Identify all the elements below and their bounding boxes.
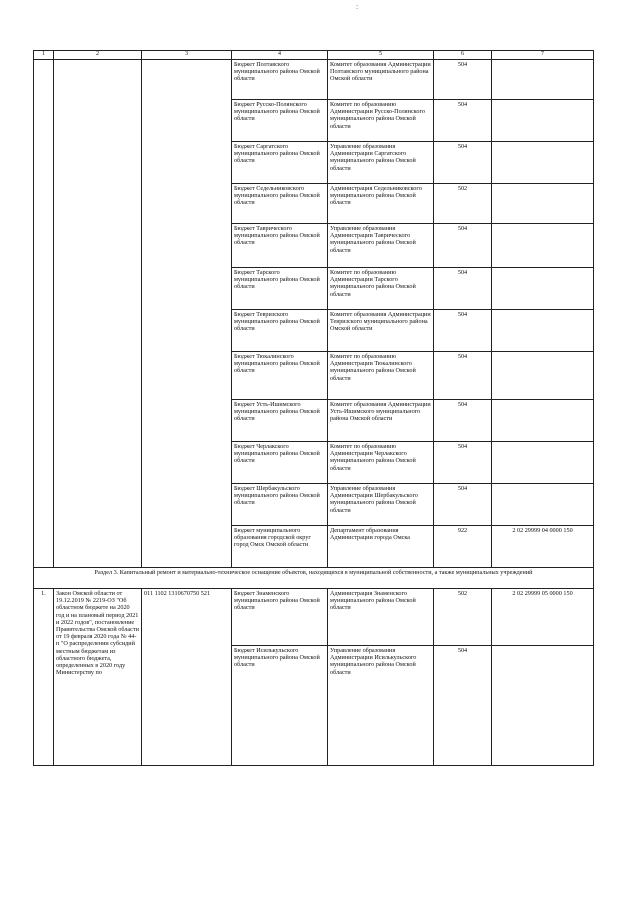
budget-name: Бюджет Знаменского муниципального района Омской области [232,589,328,646]
table-row [34,60,594,100]
administrator-name: Администрация Знаменского муниципального района Омской области [328,589,434,646]
budget-name: Бюджет Русско-Полянского муниципального района Омской области [232,100,328,142]
administrator-name: Комитет образования Администрации Тевризского муниципального района Омской области [328,310,434,352]
admin-code: 504 [434,60,492,100]
col3-empty [142,60,232,568]
budget-name: Бюджет Тарского муниципального района Омской области [232,268,328,310]
revenue-code [492,100,594,142]
col-num-5: 5 [328,51,434,60]
col-num-6: 6 [434,51,492,60]
revenue-code: 2 02 29999 05 0000 150 [492,589,594,646]
admin-code: 504 [434,100,492,142]
budget-name: Бюджет Седельниковского муниципального района Омской области [232,184,328,224]
section-row [34,568,594,589]
administrator-name: Комитет образования Администрации Полтавского муниципального района Омской области [328,60,434,100]
admin-code: 502 [434,589,492,646]
administrator-name: Комитет по образованию Администрации Тюкалинского муниципального района Омской области [328,352,434,400]
budget-name: Бюджет Усть-Ишимского муниципального района Омской области [232,400,328,442]
revenue-code [492,400,594,442]
budget-name: Бюджет Таврического муниципального района Омской области [232,224,328,268]
administrator-name: Комитет по образованию Администрации Русско-Полянского муниципального района Омской области [328,100,434,142]
budget-name: Бюджет Шербакульского муниципального района Омской области [232,484,328,526]
revenue-code [492,442,594,484]
col1-empty [34,60,54,568]
administrator-name: Управление образования Администрации Таврического муниципального района Омской области [328,224,434,268]
revenue-code [492,352,594,400]
budget-name: Бюджет Тюкалинского муниципального района Омской области [232,352,328,400]
revenue-code [492,224,594,268]
revenue-code [492,184,594,224]
administrator-name: Департамент образования Администрации города Омска [328,526,434,568]
administrator-name: Управление образования Администрации Исилькульского муниципального района Омской области [328,646,434,766]
budget-name: Бюджет Черлакского муниципального района Омской области [232,442,328,484]
col-num-4: 4 [232,51,328,60]
admin-code: 922 [434,526,492,568]
col2-empty [54,60,142,568]
budget-classification-code: 011 1102 1310670750 521 [142,589,232,766]
administrator-name: Комитет образования Администрации Усть-Ишимского муниципального района Омской области [328,400,434,442]
admin-code: 504 [434,484,492,526]
budget-name: Бюджет Полтавского муниципального района Омской области [232,60,328,100]
section-title: Раздел 3. Капитальный ремонт и материально-техническое оснащение объектов, находящихся в муниципальной собственности, а также муниципальных учреждений [34,568,594,589]
admin-code: 504 [434,268,492,310]
top-rows [34,60,594,568]
administrator-name: Комитет по образованию Администрации Черлакского муниципального района Омской области [328,442,434,484]
revenue-code [492,142,594,184]
col-num-7: 7 [492,51,594,60]
col-num-2: 2 [54,51,142,60]
revenue-code [492,484,594,526]
legal-basis: Закон Омской области от 19.12.2019 № 2219-ОЗ "Об областном бюджете на 2020 год и на плановый период 2021 и 2022 годов", постановление Правительства Омской области от 19 февраля 2020 года № 44-п "О распределении субсидий местным бюджетам из областного бюджета, определенных в 2020 году Министерству по [54,589,142,766]
revenue-code: 2 02 29999 04 0000 150 [492,526,594,568]
table-row [34,589,594,646]
col-num-1: 1 [34,51,54,60]
revenue-code [492,310,594,352]
admin-code: 502 [434,184,492,224]
budget-name: Бюджет муниципального образования городской округ город Омск Омской области [232,526,328,568]
admin-code: 504 [434,442,492,484]
admin-code: 504 [434,352,492,400]
header-row [34,51,594,60]
administrator-name: Администрация Седельниковского муниципального района Омской области [328,184,434,224]
admin-code: 504 [434,310,492,352]
allocation-table [33,50,594,766]
administrator-name: Управление образования Администрации Шербакульского муниципального района Омской области [328,484,434,526]
administrator-name: Управление образования Администрации Саргатского муниципального района Омской области [328,142,434,184]
admin-code: 504 [434,224,492,268]
budget-name: Бюджет Исилькульского муниципального района Омской области [232,646,328,766]
budget-name: Бюджет Тевризского муниципального района Омской области [232,310,328,352]
administrator-name: Комитет по образованию Администрации Тарского муниципального района Омской области [328,268,434,310]
budget-name: Бюджет Саргатского муниципального района Омской области [232,142,328,184]
revenue-code [492,646,594,766]
admin-code: 504 [434,400,492,442]
top-mark: : [356,2,359,11]
admin-code: 504 [434,646,492,766]
row-number: 1. [34,589,54,766]
admin-code: 504 [434,142,492,184]
revenue-code [492,60,594,100]
col-num-3: 3 [142,51,232,60]
revenue-code [492,268,594,310]
